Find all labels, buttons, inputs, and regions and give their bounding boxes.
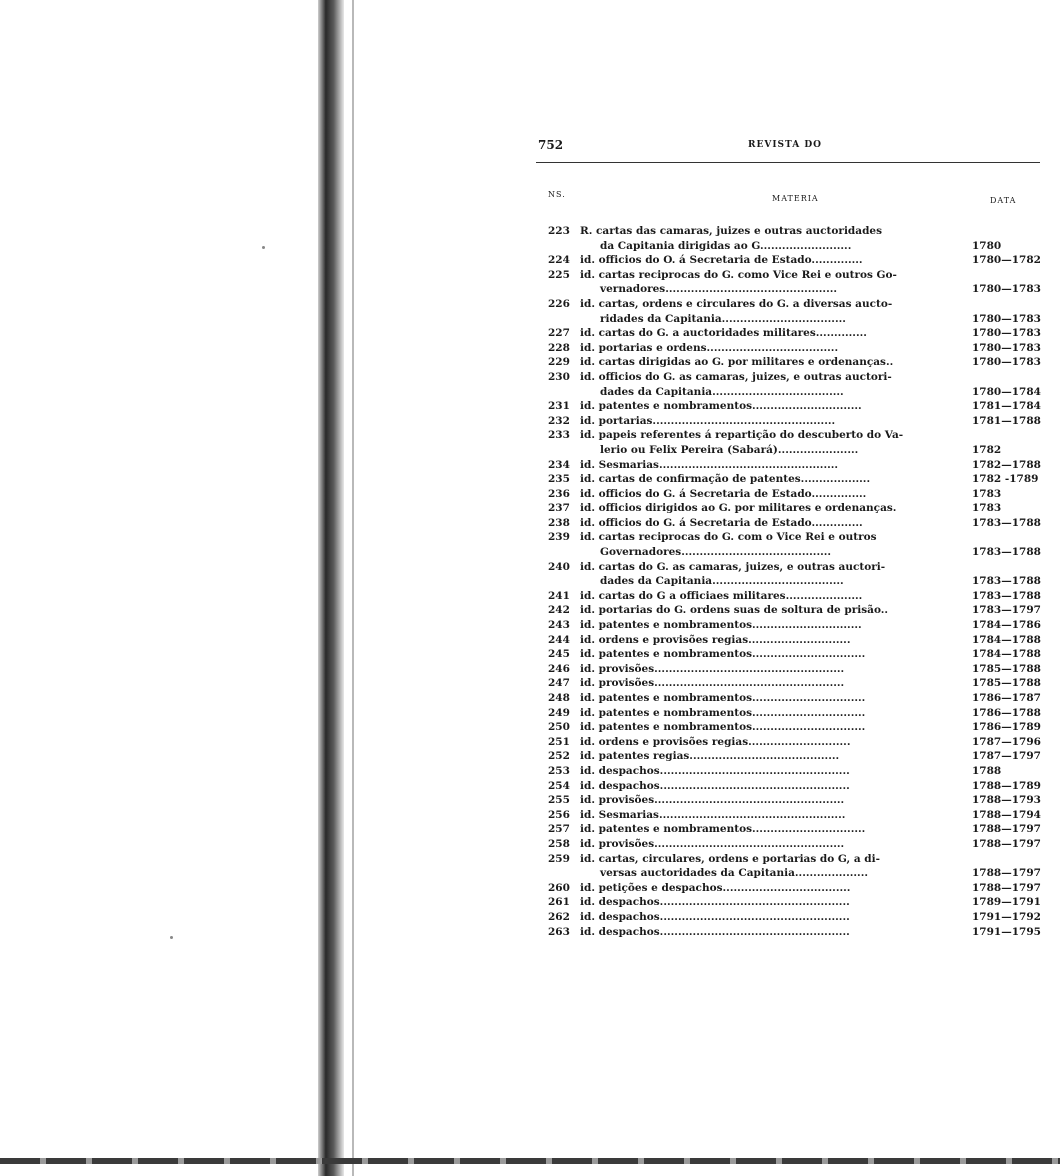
row-date: 1780—1782 <box>972 254 1041 267</box>
materia-line: id. despachos.................................................... <box>580 779 850 792</box>
materia-line: id. provisões.................................................... <box>580 794 845 807</box>
row-date: 1786—1787 <box>972 692 1041 704</box>
row-date: 1785—1788 <box>972 677 1041 690</box>
row-date: 1783—1788 <box>972 575 1041 588</box>
table-row <box>536 925 1040 940</box>
row-materia <box>580 603 964 618</box>
table-row <box>536 603 1040 618</box>
row-number: 260 <box>548 881 570 894</box>
row-date: 1781—1788 <box>972 414 1041 427</box>
table-row <box>536 458 1040 473</box>
row-number: 232 <box>548 414 570 427</box>
row-number: 242 <box>548 604 570 617</box>
row-date: 1782 <box>972 443 1002 456</box>
row-materia <box>580 676 964 691</box>
row-date: 1784—1788 <box>972 648 1041 661</box>
materia-line: id. cartas reciprocas do G. como Vice Rei e outros Go- <box>580 268 897 281</box>
row-number: 252 <box>548 750 570 763</box>
column-header-data: DATA <box>990 196 1017 205</box>
row-materia <box>580 779 964 794</box>
row-number: 263 <box>548 925 570 938</box>
row-date: 1788—1797 <box>972 881 1041 894</box>
row-number: 248 <box>548 692 570 704</box>
row-date: 1780—1784 <box>972 385 1041 398</box>
row-date: 1782 -1789 <box>972 473 1039 486</box>
materia-line: id. patentes regias......................................... <box>580 750 840 763</box>
table-row <box>536 779 1040 794</box>
document-page <box>536 138 1040 939</box>
column-headers <box>536 186 1040 224</box>
table-row <box>536 224 1040 253</box>
row-number: 227 <box>548 327 570 340</box>
table-row <box>536 720 1040 735</box>
row-date: 1782—1788 <box>972 458 1041 471</box>
paper-speck <box>262 246 265 249</box>
row-materia <box>580 764 964 779</box>
materia-line: id. officios do G. á Secretaria de Estado............... <box>580 487 867 500</box>
materia-line: id. cartas do G a officiaes militares..................... <box>580 589 863 602</box>
table-row <box>536 399 1040 414</box>
row-materia <box>580 662 964 677</box>
row-date: 1791—1792 <box>972 910 1041 923</box>
row-materia <box>580 822 964 837</box>
row-materia <box>580 852 964 881</box>
row-materia <box>580 881 964 896</box>
table-row <box>536 662 1040 677</box>
row-materia <box>580 326 964 341</box>
index-table <box>536 224 1040 939</box>
materia-line: id. ordens e provisões regias............................ <box>580 633 851 646</box>
table-row <box>536 530 1040 559</box>
row-materia <box>580 749 964 764</box>
row-number: 255 <box>548 794 570 807</box>
table-row <box>536 749 1040 764</box>
materia-line: id. despachos.................................................... <box>580 925 850 938</box>
materia-continuation-line: Governadores......................................... <box>600 546 832 559</box>
row-number: 223 <box>548 225 570 237</box>
row-date: 1783—1788 <box>972 516 1041 529</box>
column-header-materia: MATERIA <box>772 194 819 203</box>
row-date: 1780—1783 <box>972 341 1041 354</box>
row-date: 1787—1796 <box>972 735 1041 748</box>
page-number: 752 <box>538 138 564 152</box>
table-row <box>536 253 1040 268</box>
materia-line: id. despachos.................................................... <box>580 764 850 777</box>
materia-line: id. portarias.................................................. <box>580 414 836 427</box>
header-rule <box>536 162 1040 163</box>
materia-continuation-line: lerio ou Felix Pereira (Sabará)...................... <box>600 443 859 456</box>
table-row <box>536 793 1040 808</box>
table-row <box>536 676 1040 691</box>
row-date: 1780—1783 <box>972 327 1041 340</box>
table-row <box>536 560 1040 589</box>
row-date: 1781—1784 <box>972 400 1041 413</box>
table-row <box>536 647 1040 662</box>
row-materia <box>580 735 964 750</box>
materia-line: R. cartas das camaras, juizes e outras auctoridades <box>580 225 883 237</box>
materia-line: id. Sesmarias................................................... <box>580 808 846 821</box>
running-head: REVISTA DO <box>748 140 822 150</box>
row-number: 230 <box>548 370 570 383</box>
row-date: 1783—1788 <box>972 546 1041 559</box>
row-date: 1788—1793 <box>972 794 1041 807</box>
row-materia <box>580 808 964 823</box>
row-date: 1780—1783 <box>972 356 1041 369</box>
row-date: 1788—1794 <box>972 808 1041 821</box>
table-row <box>536 472 1040 487</box>
row-materia <box>580 925 964 940</box>
row-number: 243 <box>548 619 570 632</box>
materia-line: id. officios do G. á Secretaria de Estado.............. <box>580 516 863 529</box>
row-date: 1783 <box>972 502 1002 515</box>
row-number: 258 <box>548 837 570 850</box>
row-date: 1780 <box>972 239 1002 252</box>
row-materia <box>580 399 964 414</box>
row-number: 259 <box>548 852 570 865</box>
materia-continuation-line: ridades da Capitania.................................. <box>600 312 846 325</box>
materia-line: id. officios dirigidos ao G. por militares e ordenanças. <box>580 502 897 515</box>
row-date: 1780—1783 <box>972 312 1041 325</box>
table-row <box>536 895 1040 910</box>
row-number: 241 <box>548 589 570 602</box>
row-number: 250 <box>548 721 570 734</box>
row-date: 1788—1797 <box>972 837 1041 850</box>
row-materia <box>580 297 964 326</box>
row-materia <box>580 530 964 559</box>
row-number: 247 <box>548 677 570 690</box>
materia-line: id. cartas dirigidas ao G. por militares e ordenanças.. <box>580 356 894 369</box>
materia-line: id. provisões.................................................... <box>580 837 845 850</box>
table-row <box>536 341 1040 356</box>
row-date: 1784—1786 <box>972 619 1041 632</box>
row-materia <box>580 355 964 370</box>
row-date: 1787—1797 <box>972 750 1041 763</box>
row-number: 236 <box>548 487 570 500</box>
row-date: 1786—1788 <box>972 706 1041 719</box>
row-number: 240 <box>548 560 570 573</box>
row-date: 1786—1789 <box>972 721 1041 734</box>
materia-line: id. patentes e nombramentos............................... <box>580 706 866 719</box>
table-row <box>536 910 1040 925</box>
row-number: 257 <box>548 823 570 836</box>
row-number: 231 <box>548 400 570 413</box>
materia-line: id. patentes e nombramentos............................... <box>580 648 866 661</box>
table-row <box>536 691 1040 706</box>
table-row <box>536 516 1040 531</box>
row-date: 1788—1797 <box>972 823 1041 836</box>
row-materia <box>580 691 964 706</box>
row-number: 245 <box>548 648 570 661</box>
row-number: 239 <box>548 531 570 544</box>
page-header <box>536 138 1040 160</box>
materia-line: id. patentes e nombramentos............................... <box>580 721 866 734</box>
row-number: 224 <box>548 254 570 267</box>
row-materia <box>580 895 964 910</box>
materia-line: id. patentes e nombramentos............................... <box>580 692 866 704</box>
table-row <box>536 487 1040 502</box>
row-date: 1783—1788 <box>972 589 1041 602</box>
row-materia <box>580 414 964 429</box>
row-materia <box>580 487 964 502</box>
row-materia <box>580 647 964 662</box>
bottom-page-edge <box>0 1158 1060 1164</box>
row-materia <box>580 268 964 297</box>
row-number: 226 <box>548 297 570 310</box>
row-materia <box>580 618 964 633</box>
row-number: 251 <box>548 735 570 748</box>
table-row <box>536 633 1040 648</box>
table-row <box>536 355 1040 370</box>
row-number: 233 <box>548 429 570 442</box>
paper-speck <box>170 936 173 939</box>
materia-continuation-line: vernadores............................................... <box>600 283 838 296</box>
row-number: 225 <box>548 268 570 281</box>
row-materia <box>580 837 964 852</box>
row-number: 253 <box>548 764 570 777</box>
row-date: 1780—1783 <box>972 283 1041 296</box>
materia-line: id. cartas, circulares, ordens e portarias do G, a di- <box>580 852 880 865</box>
materia-continuation-line: da Capitania dirigidas ao G......................... <box>600 239 852 252</box>
row-number: 235 <box>548 473 570 486</box>
materia-continuation-line: dades da Capitania.................................... <box>600 575 844 588</box>
row-date: 1784—1788 <box>972 633 1041 646</box>
row-materia <box>580 224 964 253</box>
row-date: 1785—1788 <box>972 662 1041 675</box>
materia-line: id. petições e despachos................................... <box>580 881 851 894</box>
row-number: 249 <box>548 706 570 719</box>
row-number: 246 <box>548 662 570 675</box>
row-materia <box>580 589 964 604</box>
materia-line: id. papeis referentes á repartição do descuberto do Va- <box>580 429 904 442</box>
materia-line: id. patentes e nombramentos............................... <box>580 823 866 836</box>
row-number: 237 <box>548 502 570 515</box>
row-date: 1788—1789 <box>972 779 1041 792</box>
materia-line: id. patentes e nombramentos.............................. <box>580 400 862 413</box>
table-row <box>536 589 1040 604</box>
materia-line: id. cartas, ordens e circulares do G. a diversas aucto- <box>580 297 893 310</box>
row-number: 238 <box>548 516 570 529</box>
materia-line: id. cartas do G. as camaras, juizes, e outras auctori- <box>580 560 886 573</box>
row-materia <box>580 706 964 721</box>
table-row <box>536 852 1040 881</box>
materia-line: id. patentes e nombramentos.............................. <box>580 619 862 632</box>
table-row <box>536 326 1040 341</box>
materia-line: id. despachos.................................................... <box>580 910 850 923</box>
row-date: 1789—1791 <box>972 896 1041 909</box>
row-date: 1783 <box>972 487 1002 500</box>
row-materia <box>580 560 964 589</box>
materia-line: id. despachos.................................................... <box>580 896 850 909</box>
row-number: 254 <box>548 779 570 792</box>
materia-continuation-line: versas auctoridades da Capitania.................... <box>600 867 869 880</box>
table-row <box>536 706 1040 721</box>
row-materia <box>580 633 964 648</box>
row-number: 229 <box>548 356 570 369</box>
materia-line: id. officios do O. á Secretaria de Estado.............. <box>580 254 863 267</box>
materia-line: id. officios do G. as camaras, juizes, e outras auctori- <box>580 370 892 383</box>
row-materia <box>580 253 964 268</box>
table-row <box>536 837 1040 852</box>
materia-line: id. portarias e ordens.................................... <box>580 341 839 354</box>
row-materia <box>580 428 964 457</box>
table-row <box>536 822 1040 837</box>
page-edge-line <box>352 0 354 1176</box>
row-materia <box>580 341 964 356</box>
materia-line: id. ordens e provisões regias............................ <box>580 735 851 748</box>
row-date: 1788—1797 <box>972 867 1041 880</box>
materia-line: id. provisões.................................................... <box>580 677 845 690</box>
materia-continuation-line: dades da Capitania.................................... <box>600 385 844 398</box>
column-header-ns: NS. <box>548 190 566 199</box>
table-row <box>536 881 1040 896</box>
row-date: 1783—1797 <box>972 604 1041 617</box>
row-number: 262 <box>548 910 570 923</box>
row-number: 256 <box>548 808 570 821</box>
materia-line: id. provisões.................................................... <box>580 662 845 675</box>
row-materia <box>580 793 964 808</box>
table-row <box>536 428 1040 457</box>
materia-line: id. portarias do G. ordens suas de soltura de prisão.. <box>580 604 889 617</box>
row-materia <box>580 501 964 516</box>
row-materia <box>580 516 964 531</box>
materia-line: id. cartas reciprocas do G. com o Vice Rei e outros <box>580 531 877 544</box>
row-materia <box>580 910 964 925</box>
row-number: 261 <box>548 896 570 909</box>
materia-line: id. Sesmarias................................................. <box>580 458 839 471</box>
materia-line: id. cartas do G. a auctoridades militares.............. <box>580 327 867 340</box>
row-date: 1788 <box>972 764 1002 777</box>
row-materia <box>580 720 964 735</box>
table-row <box>536 501 1040 516</box>
book-gutter-shadow <box>318 0 344 1176</box>
table-row <box>536 297 1040 326</box>
row-date: 1791—1795 <box>972 925 1041 938</box>
materia-line: id. cartas de confirmação de patentes................... <box>580 473 871 486</box>
table-row <box>536 764 1040 779</box>
table-row <box>536 618 1040 633</box>
table-row <box>536 808 1040 823</box>
row-materia <box>580 370 964 399</box>
row-number: 244 <box>548 633 570 646</box>
table-row <box>536 414 1040 429</box>
row-materia <box>580 472 964 487</box>
row-number: 228 <box>548 341 570 354</box>
table-row <box>536 370 1040 399</box>
table-row <box>536 735 1040 750</box>
row-materia <box>580 458 964 473</box>
table-row <box>536 268 1040 297</box>
row-number: 234 <box>548 458 570 471</box>
